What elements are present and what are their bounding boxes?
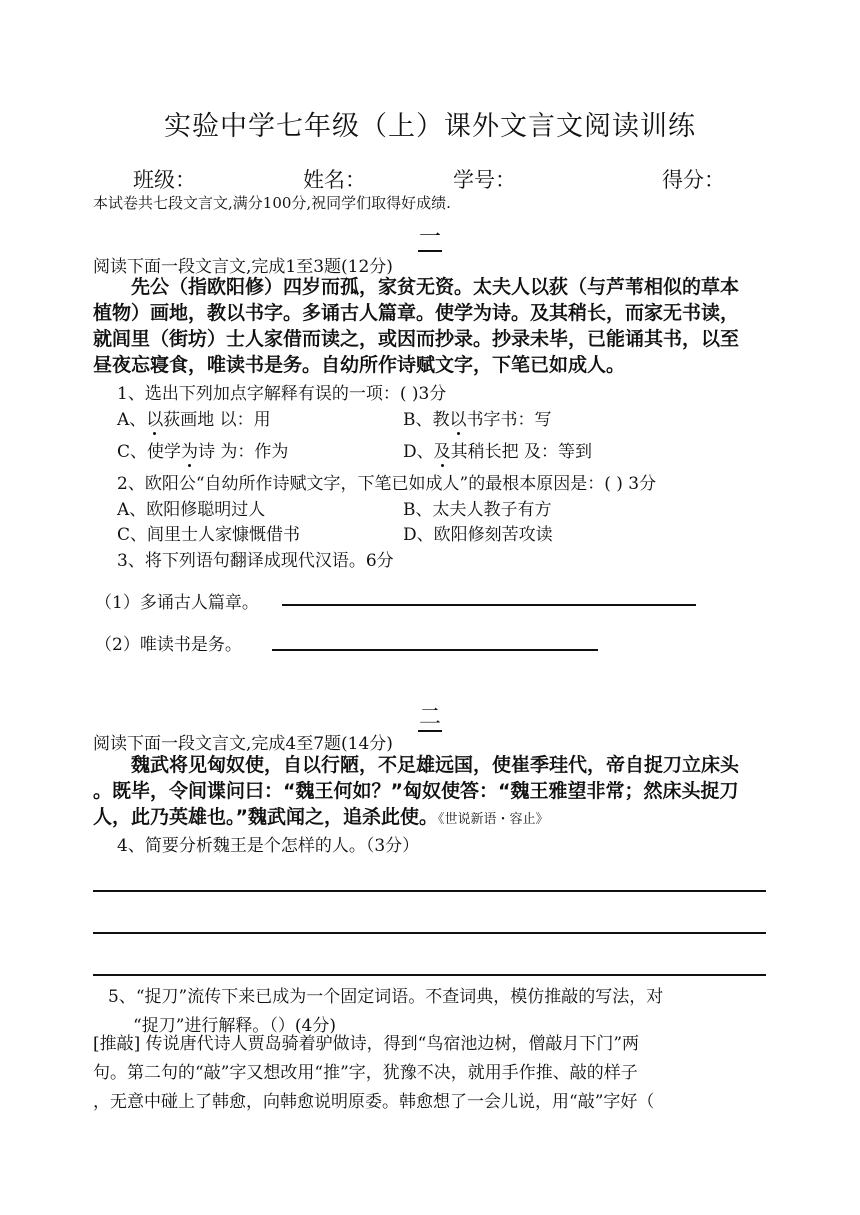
example-explanation xyxy=(93,1030,766,1117)
question-2-stem: 2、欧阳公“自幼所作诗赋文字，下笔已如成人”的最根本原因是：( ) 3分 xyxy=(117,474,657,494)
answer-line[interactable] xyxy=(282,604,696,606)
question-3-stem: 3、将下列语句翻译成现代汉语。6分 xyxy=(117,551,394,571)
answer-line[interactable] xyxy=(93,890,766,892)
exam-note: 本试卷共七段文言文,满分100分,祝同学们取得好成绩. xyxy=(93,194,451,212)
dotted-char: 及 xyxy=(433,442,451,462)
option-text: 书字书：写 xyxy=(466,410,552,430)
question-3-item-2: （2）唯读书是务。 xyxy=(95,635,242,655)
answer-line[interactable] xyxy=(93,932,766,934)
question-line: 5、“捉刀”流传下来已成为一个固定词语。不查词典，模仿推敲的写法，对 xyxy=(108,987,664,1007)
passage-line: 。既毕，令间谍问曰：“魏王何如？”匈奴使答：“魏王雅望非常；然床头捉刀 xyxy=(93,780,739,802)
section-2-number: 二 xyxy=(418,705,441,730)
question-2-option-a[interactable]: A、欧阳修聪明过人 xyxy=(117,500,266,520)
option-text: 诗 为：作为 xyxy=(198,442,289,462)
passage-source: 《世说新语・容止》 xyxy=(438,812,549,827)
class-label: 班级： xyxy=(133,168,196,192)
question-1-option-a[interactable] xyxy=(117,405,271,430)
dotted-char: 为 xyxy=(181,442,199,462)
question-3-item-1: （1）多诵古人篇章。 xyxy=(95,593,259,613)
passage-line: 植物）画地，教以书字。多诵古人篇章。使学为诗。及其稍长，而家无书读， xyxy=(93,302,740,324)
passage-line: 先公（指欧阳修）四岁而孤，家贫无资。太夫人以荻（与芦苇相似的草本 xyxy=(131,276,740,298)
option-text: D、 xyxy=(403,442,434,462)
score-label: 得分： xyxy=(662,168,725,192)
section-1-passage xyxy=(93,274,766,378)
option-text: A、 xyxy=(117,410,147,430)
example-line: [推敲] 传说唐代诗人贾岛骑着驴做诗，得到“鸟宿池边树，僧敲月下门”两 xyxy=(93,1034,640,1054)
question-4-stem: 4、简要分析魏王是个怎样的人。（3分） xyxy=(117,836,420,856)
option-text: 荻画地 以：用 xyxy=(163,410,271,430)
dotted-char: 以 xyxy=(146,410,164,430)
section-2-passage xyxy=(93,752,766,833)
dotted-char: 以 xyxy=(449,410,467,430)
section-2-instruction: 阅读下面一段文言文,完成4至7题(14分) xyxy=(93,734,393,754)
passage-line: 就闾里（街坊）士人家借而读之，或因而抄录。抄录未毕，已能诵其书，以至 xyxy=(93,328,740,350)
student-id-label: 学号： xyxy=(453,168,516,192)
example-line: 句。第二句的“敲”字又想改用“推”字，犹豫不决，就用手作推、敲的样子 xyxy=(93,1063,638,1083)
question-line: “捉刀”进行解释。（）(4分) xyxy=(133,1016,336,1036)
passage-line: 昼夜忘寝食，唯读书是务。自幼所作诗赋文字，下笔已如成人。 xyxy=(93,354,626,376)
answer-line[interactable] xyxy=(272,649,598,651)
option-text: B、教 xyxy=(403,410,450,430)
question-1-option-b[interactable] xyxy=(403,405,552,430)
question-2-option-c[interactable]: C、闾里士人家慷慨借书 xyxy=(117,525,301,545)
question-1-option-c[interactable] xyxy=(117,437,288,462)
answer-line[interactable] xyxy=(93,974,766,976)
option-text: 其稍长把 及：等到 xyxy=(450,442,593,462)
question-1-stem: 1、选出下列加点字解释有误的一项：( )3分 xyxy=(117,384,447,404)
section-1-number: 一 xyxy=(418,225,441,250)
question-2-option-b[interactable]: B、太夫人教子有方 xyxy=(403,500,552,520)
question-2-option-d[interactable]: D、欧阳修刻苦攻读 xyxy=(403,525,553,545)
name-label: 姓名： xyxy=(303,168,366,192)
passage-text: 人，此乃英雄也。”魏武闻之，追杀此使。 xyxy=(93,806,438,828)
passage-line: 魏武将见匈奴使，自以行陋，不足雄远国，使崔季珪代，帝自捉刀立床头 xyxy=(131,754,740,776)
option-text: C、使学 xyxy=(117,442,182,462)
section-1-instruction: 阅读下面一段文言文,完成1至3题(12分) xyxy=(93,257,393,277)
example-line: ，无意中碰上了韩愈，向韩愈说明原委。韩愈想了一会儿说，用“敲”字好（ xyxy=(93,1092,655,1112)
passage-line xyxy=(93,804,766,833)
page-title: 实验中学七年级（上）课外文言文阅读训练 xyxy=(164,111,696,142)
question-1-option-d[interactable] xyxy=(403,437,592,462)
